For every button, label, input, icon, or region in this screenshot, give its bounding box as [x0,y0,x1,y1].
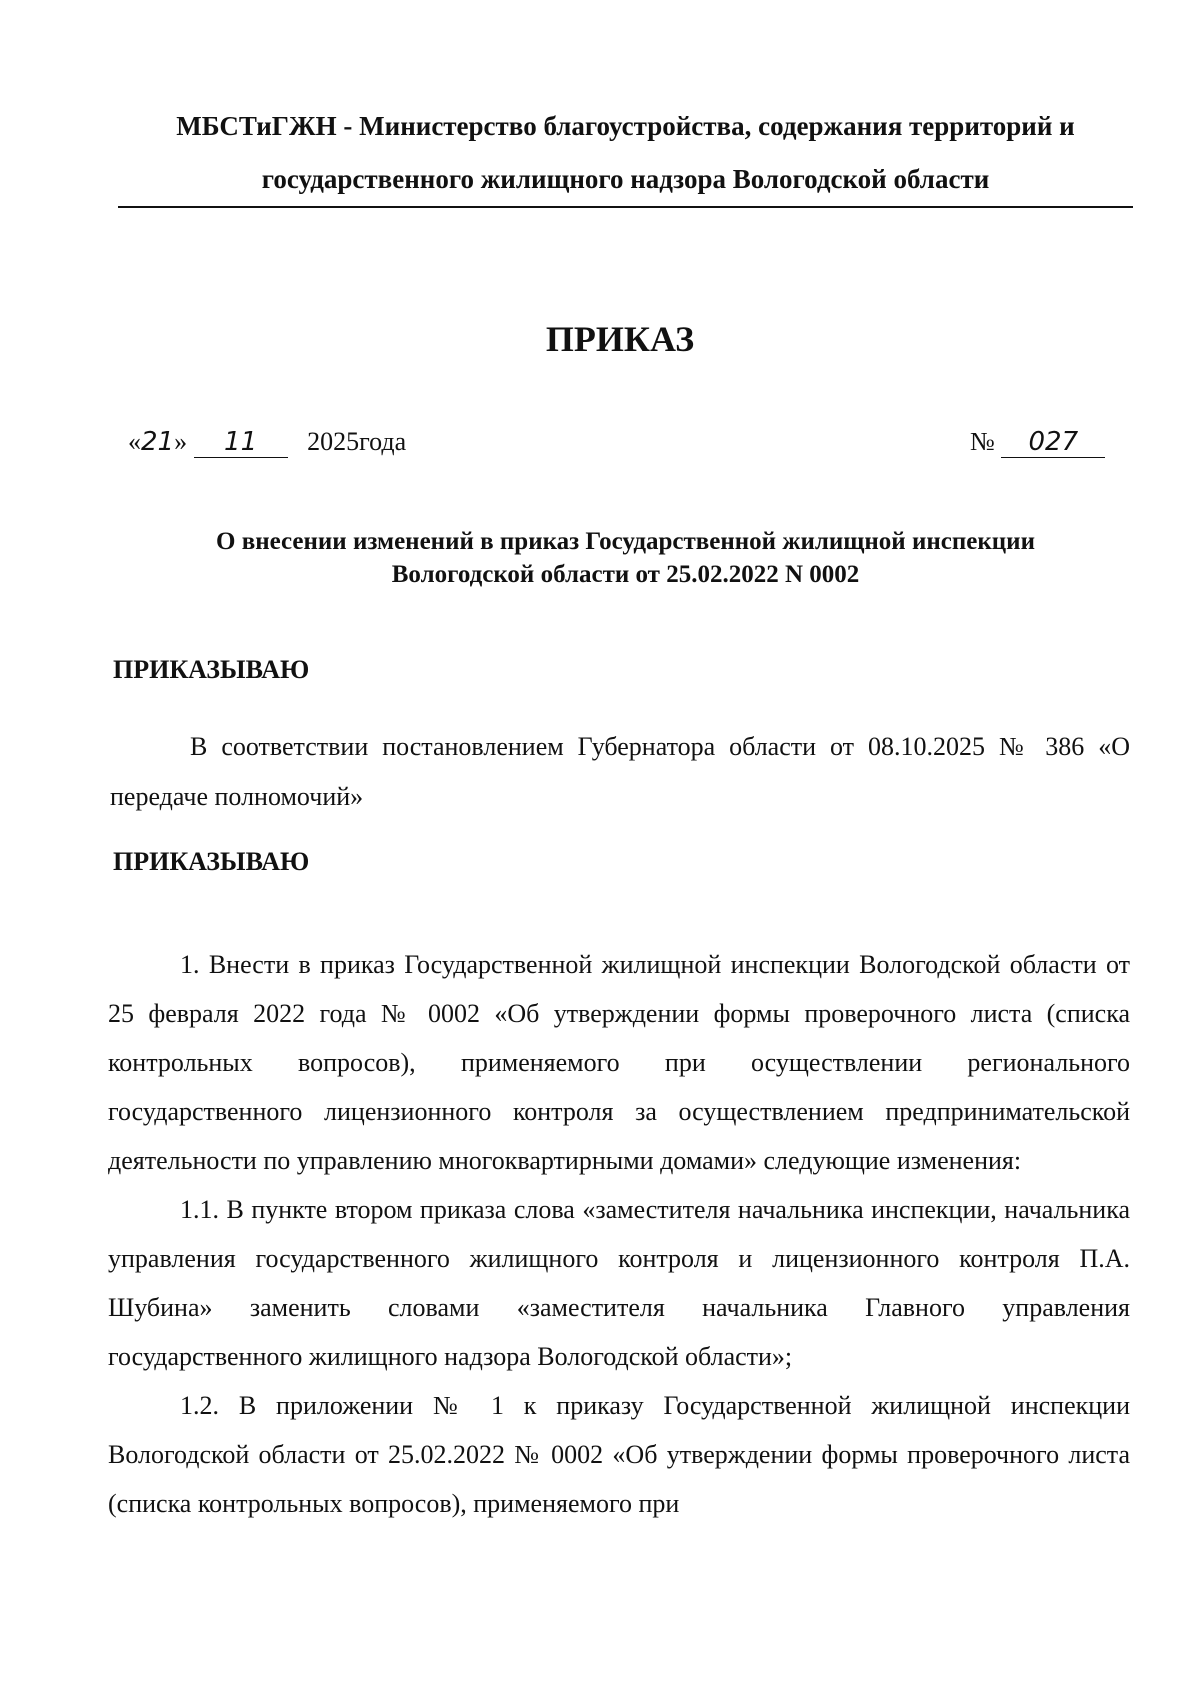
subject-line-1: О внесении изменений в приказ Государственной жилищной инспекции [216,528,1035,555]
subject-line-2: Вологодской области от 25.02.2022 N 0002 [391,561,860,588]
document-type-title: ПРИКАЗ [545,319,695,359]
date-year: 2025 [307,427,360,456]
paragraph-1-1: 1.1. В пункте втором приказа слова «заместителя начальника инспекции, начальника управления государственного жилищного контроля и лицензионного контроля П.А. Шубина» заменить словами «заместителя начальника Главного управления государственного жилищного надзора Вологодской области»; [108,1195,1130,1371]
number-label: № [970,427,995,456]
number-value: 027 [1001,427,1105,458]
order-directive-2: ПРИКАЗЫВАЮ [113,847,310,876]
paragraph-1-2: 1.2. В приложении № 1 к приказу Государственной жилищной инспекции Вологодской области от 25.02.2022 № 0002 «Об утверждении формы проверочного листа (списка контрольных вопросов), применяемого при [108,1391,1130,1518]
date-day: 21 [141,427,175,457]
order-directive-1: ПРИКАЗЫВАЮ [113,655,310,684]
date-open-quote: « [128,427,141,456]
paragraph-1: 1. Внести в приказ Государственной жилищной инспекции Вологодской области от 25 февраля 2022 года № 0002 «Об утверждении формы проверочного листа (списка контрольных вопросов), применяемого при осуществлении регионального государственного лицензионного контроля за осуществлением предпринимательской деятельности по управлению многоквартирными домами» следующие изменения: [108,950,1130,1175]
order-subject [118,525,1133,591]
date-suffix: года [359,427,407,456]
header-line-2: государственного жилищного надзора Вологодской области [261,164,990,194]
preamble-text: В соответствии постановлением Губернатора области от 08.10.2025 № 386 «О передаче полномочий» [110,732,1130,811]
date-month: 11 [194,427,288,458]
order-number [970,427,1105,458]
organization-header [118,100,1133,206]
order-date [128,427,406,458]
header-divider [118,206,1133,208]
header-line-1: МБСТиГЖН - Министерство благоустройства, содержания территорий и [176,111,1075,141]
date-close-quote: » [174,427,188,456]
order-body [108,940,1130,1528]
